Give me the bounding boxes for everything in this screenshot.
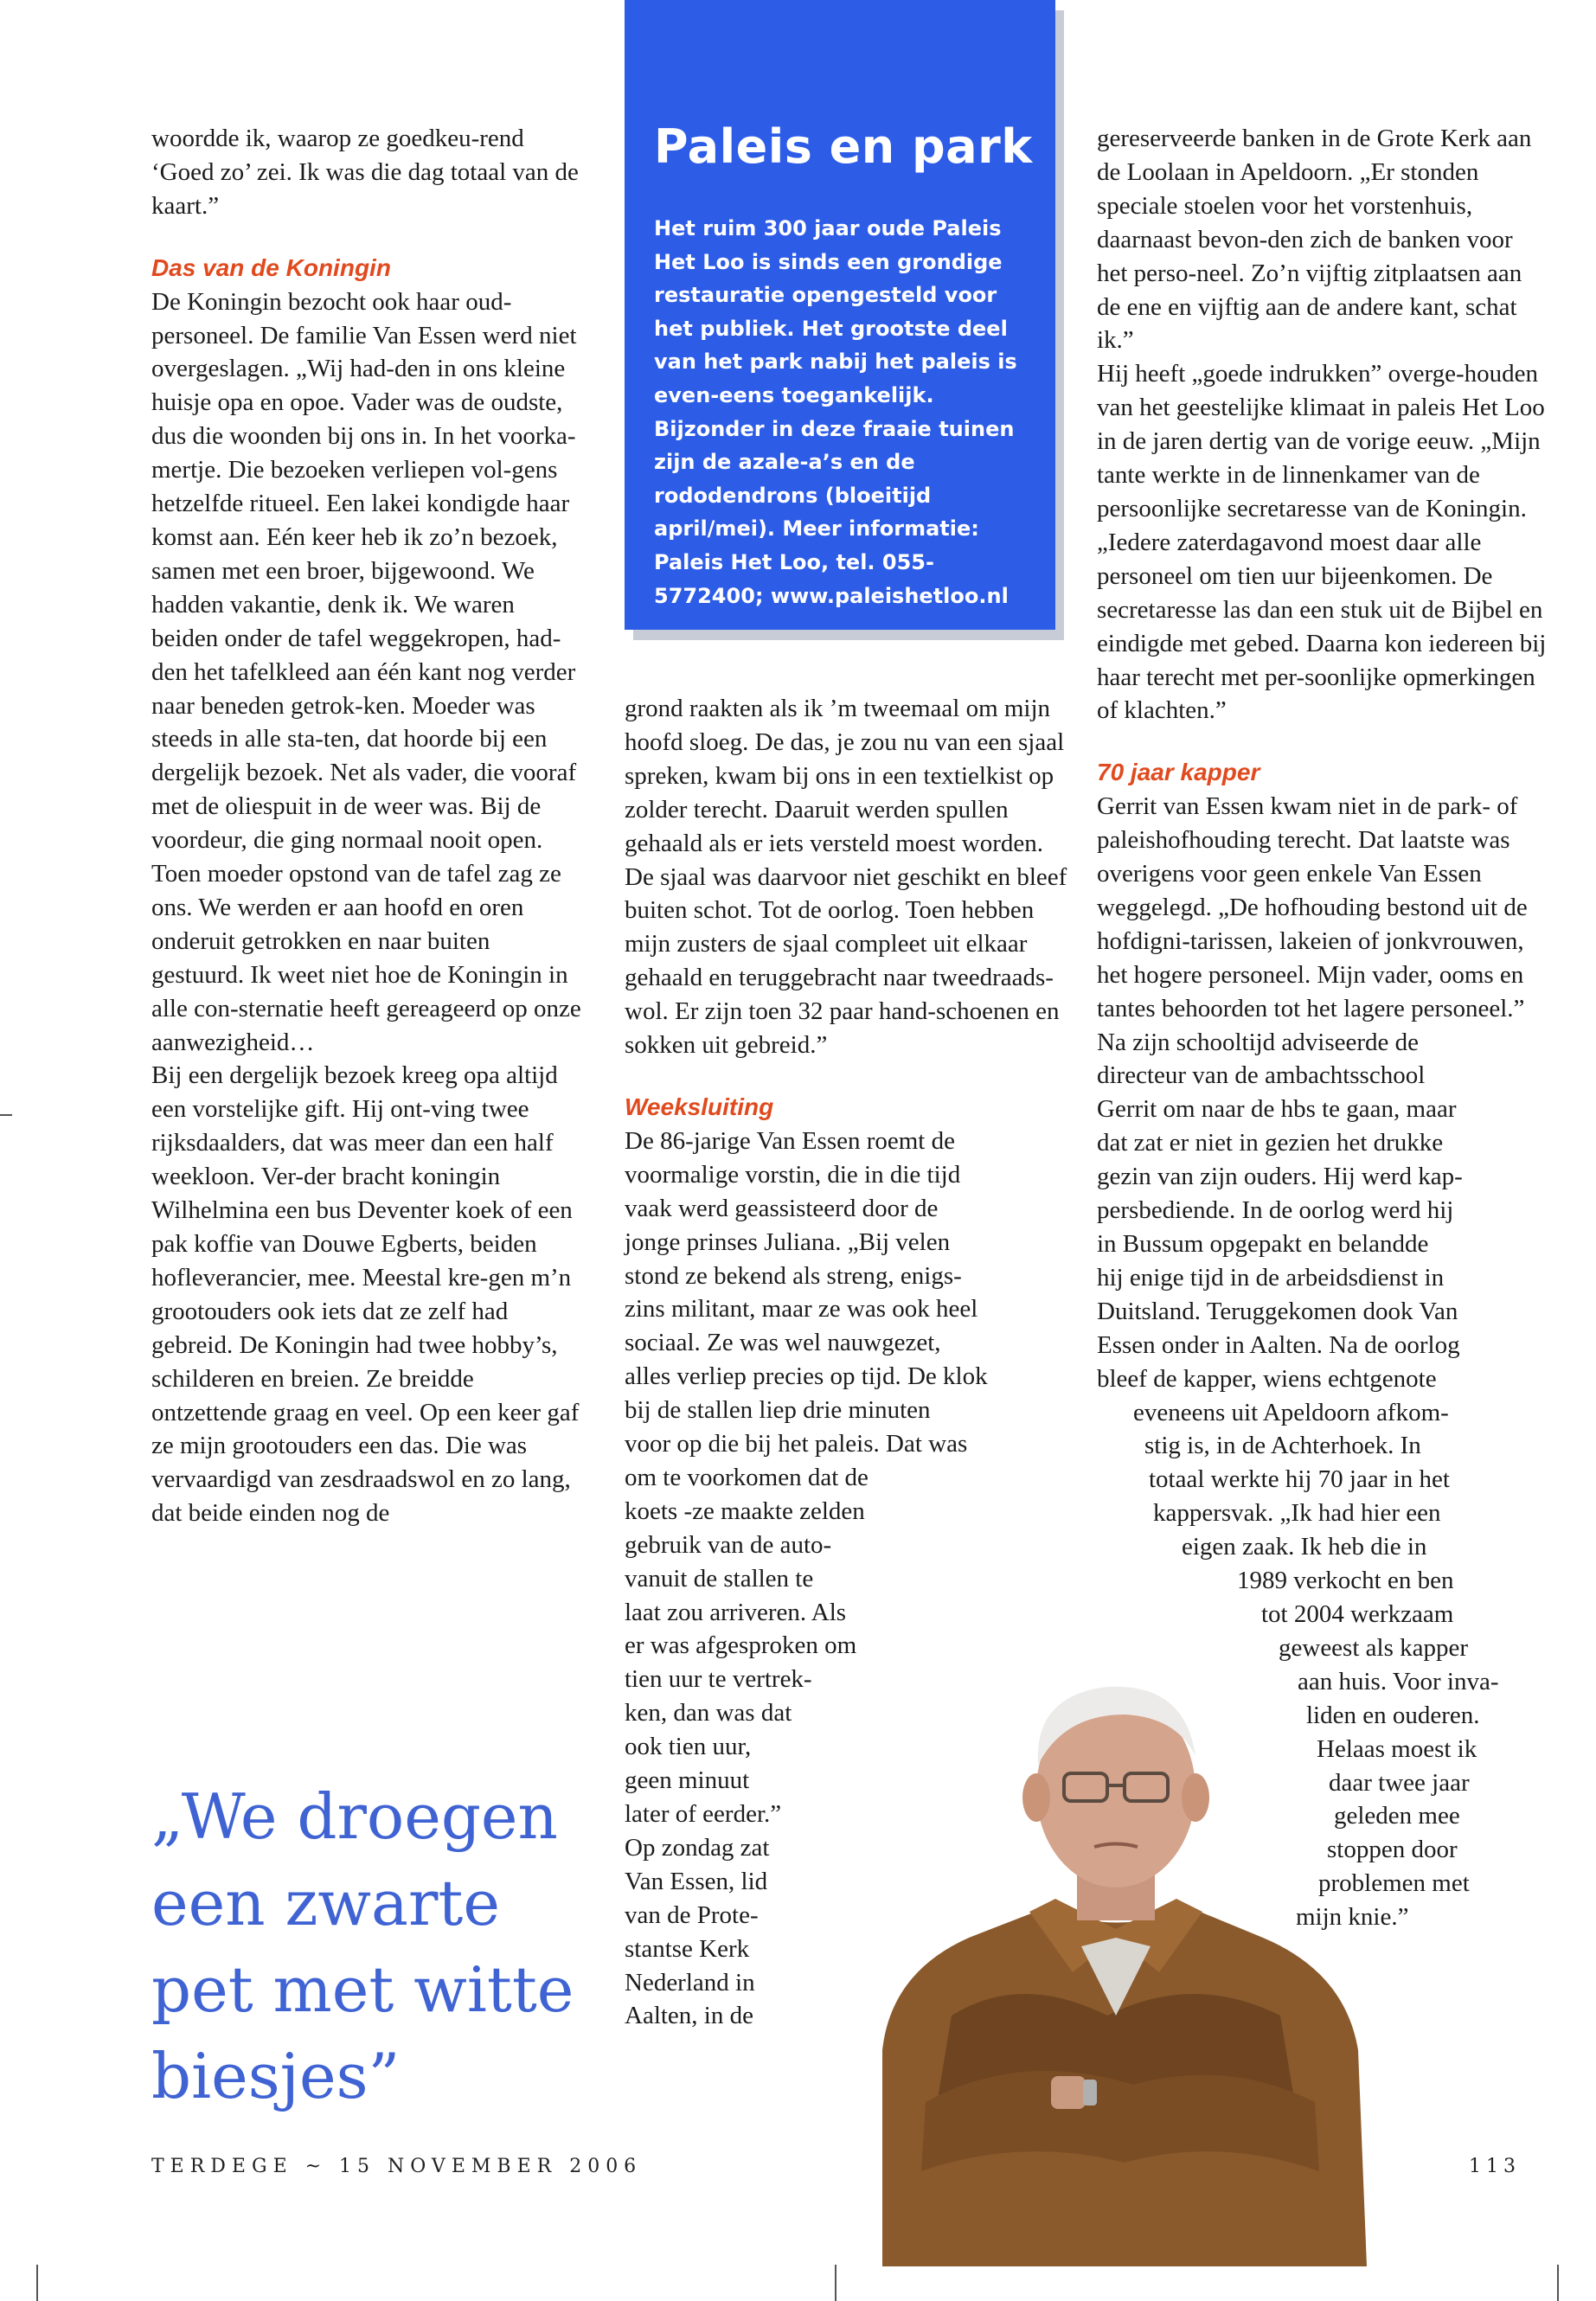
text-line: mijn knie.” xyxy=(1296,1903,1409,1932)
col1-paragraph-2: De Koningin bezocht ook haar oud-personeel. De familie Van Essen werd niet overgeslagen. „Wij had-den in ons kleine huisje opa en opoe. Vader was de oudste, dus die woonden bij ons in. In het voorka-mertje. Die bezoeken verliepen vol-gens hetzelfde ritueel. Een lakei kondigde haar komst aan. Eén keer heb ik zo’n bezoek, samen met een broer, bijgewoond. We hadden vakantie, denk ik. We waren beiden onder de tafel weggekropen, had-den het tafelkleed aan één kant nog verder naar beneden getrok-ken. Moeder was steeds in alle sta-ten, dat hoorde bij een dergelijk bezoek. Net als vader, die vooraf met de oliespuit in de weer was. Bij de voordeur, die ging normaal nooit open. Toen moeder opstond van de tafel zag ze ons. We werden er aan hoofd en oren onderuit getrokken en naar buiten gestuurd. Ik weet niet hoe de Koningin in alle con-sternatie heeft gereageerd op onze aanwezigheid… xyxy=(151,287,581,1056)
text-line: persbediende. In de oorlog werd hij xyxy=(1097,1196,1454,1225)
text-line: geen minuut xyxy=(625,1766,750,1795)
text-line: liden en ouderen. xyxy=(1306,1701,1480,1729)
text-line: dat zat er niet in gezien het drukke xyxy=(1097,1129,1444,1157)
text-line: Op zondag zat xyxy=(625,1833,770,1862)
text-line: vaak werd geassisteerd door de xyxy=(625,1194,939,1222)
text-line: van de Prote- xyxy=(625,1900,759,1929)
text-line: bij de stallen liep drie minuten xyxy=(625,1396,931,1425)
text-line: stond ze bekend als streng, enigs- xyxy=(625,1261,962,1290)
text-line: sociaal. Ze was wel nauwgezet, xyxy=(625,1329,941,1357)
text-line: zins militant, maar ze was ook heel xyxy=(625,1295,978,1324)
crop-mark xyxy=(835,2265,836,2301)
text-line: later of eerder.” xyxy=(625,1800,782,1828)
info-box xyxy=(625,0,1055,630)
text-line: Nederland in xyxy=(625,1968,755,1997)
text-line: voormalige vorstin, die in die tijd xyxy=(625,1160,961,1189)
text-line: De 86-jarige Van Essen roemt de xyxy=(625,1126,955,1155)
text-line: stantse Kerk xyxy=(625,1934,750,1963)
text-line: laat zou arriveren. Als xyxy=(625,1598,847,1626)
col1-paragraph-3: Bij een dergelijk bezoek kreeg opa altijd een vorstelijke gift. Hij ont-ving twee rijksdaalders, dat was meer dan een half weekloon. Ver-der bracht koningin Wilhelmina een bus Deventer koek of een pak koffie van Douwe Egberts, beiden hofleverancier, mee. Meestal kre-gen m’n grootouders ook iets dat ze zelf had gebreid. De Koningin had twee hobby’s, schilderen en breien. Ze breidde ontzettende graag en veel. Op een keer gaf ze mijn grootouders een das. Die was vervaardigd van zesdraadswol en zo lang, dat beide einden nog de xyxy=(151,1061,580,1528)
text-line: 1989 verkocht en ben xyxy=(1237,1567,1454,1595)
info-box-title: Paleis en park xyxy=(654,119,1033,174)
portrait-photo xyxy=(848,1566,1384,2266)
text-line: ken, dan was dat xyxy=(625,1699,792,1727)
crop-mark xyxy=(0,1114,12,1116)
text-line: problemen met xyxy=(1318,1869,1470,1898)
text-line: Essen onder in Aalten. Na de oorlog xyxy=(1097,1330,1460,1359)
text-line: om te voorkomen dat de xyxy=(625,1463,869,1491)
text-line: bleef de kapper, wiens echtgenote xyxy=(1097,1364,1437,1393)
section-heading-das: Das van de Koningin xyxy=(151,253,391,281)
col3-paragraph-2: Hij heeft „goede indrukken” overge-houden van het geestelijke klimaat in paleis Het Loo in de jaren dertig van de vorige eeuw. „Mijn tante werkte in de linnenkamer van de persoonlijke secretaresse van de Koningin. „Iedere zaterdagavond moest daar alle personeel om tien uur bijeenkomen. De secretaresse las dan een stuk uit de Bijbel en eindigde met gebed. Daarna kon iedereen bij haar terecht met per-soonlijke opmerkingen of klachten.” xyxy=(1097,360,1547,725)
text-line: hij enige tijd in de arbeidsdienst in xyxy=(1097,1263,1445,1292)
text-line: stig is, in de Achterhoek. In xyxy=(1144,1432,1421,1460)
section-heading-weeksluiting: Weeksluiting xyxy=(625,1093,774,1120)
info-box-body: Het ruim 300 jaar oude Paleis Het Loo is sinds een grondige restauratie opengesteld voor het publiek. Het grootste deel van het park nabij het paleis is even-eens toegankelijk. Bijzonder in deze fraaie tuinen zijn de azale-a’s en de rododendrons (bloeitijd april/mei). Meer informatie: Paleis Het Loo, tel. 055-5772400; www.paleishetloo.nl xyxy=(654,216,1017,608)
text-line: koets -ze maakte zelden xyxy=(625,1497,865,1525)
text-line: geleden mee xyxy=(1334,1802,1460,1830)
text-line: daar twee jaar xyxy=(1329,1768,1470,1797)
text-line: tien uur te vertrek- xyxy=(625,1665,812,1694)
col2-paragraph-1: grond raakten als ik ’m tweemaal om mijn hoofd sloeg. De das, je zou nu van een sjaal spreken, kwam bij ons in een textielkist op zolder terecht. Daaruit werden spullen gehaald als er iets versteld moest worden. De sjaal was daarvoor niet geschikt en bleef buiten schot. Tot de oorlog. Toen hebben mijn zusters de sjaal compleet uit elkaar gehaald en teruggebracht naar tweedraads-wol. Er zijn toen 32 paar hand-schoenen en sokken uit gebreid.” xyxy=(625,695,1067,1060)
text-line: ook tien uur, xyxy=(625,1733,752,1761)
text-line: voor op die bij het paleis. Dat was xyxy=(625,1430,968,1458)
crop-mark xyxy=(1557,2265,1559,2301)
crop-mark xyxy=(36,2265,38,2301)
text-line: eveneens uit Apeldoorn afkom- xyxy=(1133,1398,1449,1426)
text-line: Helaas moest ik xyxy=(1317,1734,1477,1763)
footer-publication: TERDEGE ~ 15 NOVEMBER 2006 xyxy=(151,2156,643,2177)
col3-paragraph-1: gereserveerde banken in de Grote Kerk aan de Loolaan in Apeldoorn. „Er stonden speciale stoelen voor het vorstenhuis, daarnaast bevon-den zich de banken voor het perso-neel. Zo’n vijftig zitplaatsen aan de ene en vijftig aan de andere kant, schat ik.” xyxy=(1097,125,1532,355)
text-line: alles verliep precies op tijd. De klok xyxy=(625,1362,988,1391)
section-heading-kapper: 70 jaar kapper xyxy=(1097,759,1260,786)
text-line: gezin van zijn ouders. Hij werd kap- xyxy=(1097,1163,1463,1191)
text-line: Gerrit om naar de hbs te gaan, maar xyxy=(1097,1095,1457,1124)
col1-paragraph-1: woordde ik, waarop ze goedkeu-rend ‘Goed zo’ zei. Ik was die dag totaal van de kaart.” xyxy=(151,125,579,220)
column-1 xyxy=(151,122,584,1530)
page-number: 113 xyxy=(1469,2156,1521,2177)
text-line: eigen zaak. Ik heb die in xyxy=(1182,1533,1427,1561)
text-line: stoppen door xyxy=(1327,1836,1458,1864)
text-line: er was afgesproken om xyxy=(625,1631,857,1660)
text-line: totaal werkte hij 70 jaar in het xyxy=(1149,1465,1450,1494)
text-line: gebruik van de auto- xyxy=(625,1530,832,1559)
text-line: Van Essen, lid xyxy=(625,1867,768,1895)
text-line: vanuit de stallen te xyxy=(625,1564,814,1593)
text-line: tot 2004 werkzaam xyxy=(1261,1599,1454,1628)
text-line: Na zijn schooltijd adviseerde de xyxy=(1097,1028,1420,1056)
text-line: Duitsland. Teruggekomen dook Van xyxy=(1097,1297,1458,1325)
text-line: jonge prinses Juliana. „Bij velen xyxy=(625,1227,951,1256)
text-line: Aalten, in de xyxy=(625,2002,753,2030)
text-line: directeur van de ambachtsschool xyxy=(1097,1061,1426,1090)
text-line: kappersvak. „Ik had hier een xyxy=(1153,1499,1441,1528)
photo-figure xyxy=(882,1687,1367,2266)
pull-quote: „We droegen een zwarte pet met witte biesjes” xyxy=(151,1780,574,2112)
text-line: aan huis. Voor inva- xyxy=(1298,1667,1499,1695)
text-line: geweest als kapper xyxy=(1279,1633,1469,1662)
text-line: in Bussum opgepakt en belandde xyxy=(1097,1230,1429,1258)
col3-paragraph-3: Gerrit van Essen kwam niet in de park- of paleishofhouding terecht. Dat laatste was overigens voor geen enkele Van Essen weggelegd. „De hofhouding bestond uit de hofdigni-tarissen, lakeien of jonkvrouwen, het hogere personeel. Mijn vader, ooms en tantes behoorden tot het lagere personeel.” xyxy=(1097,792,1528,1022)
